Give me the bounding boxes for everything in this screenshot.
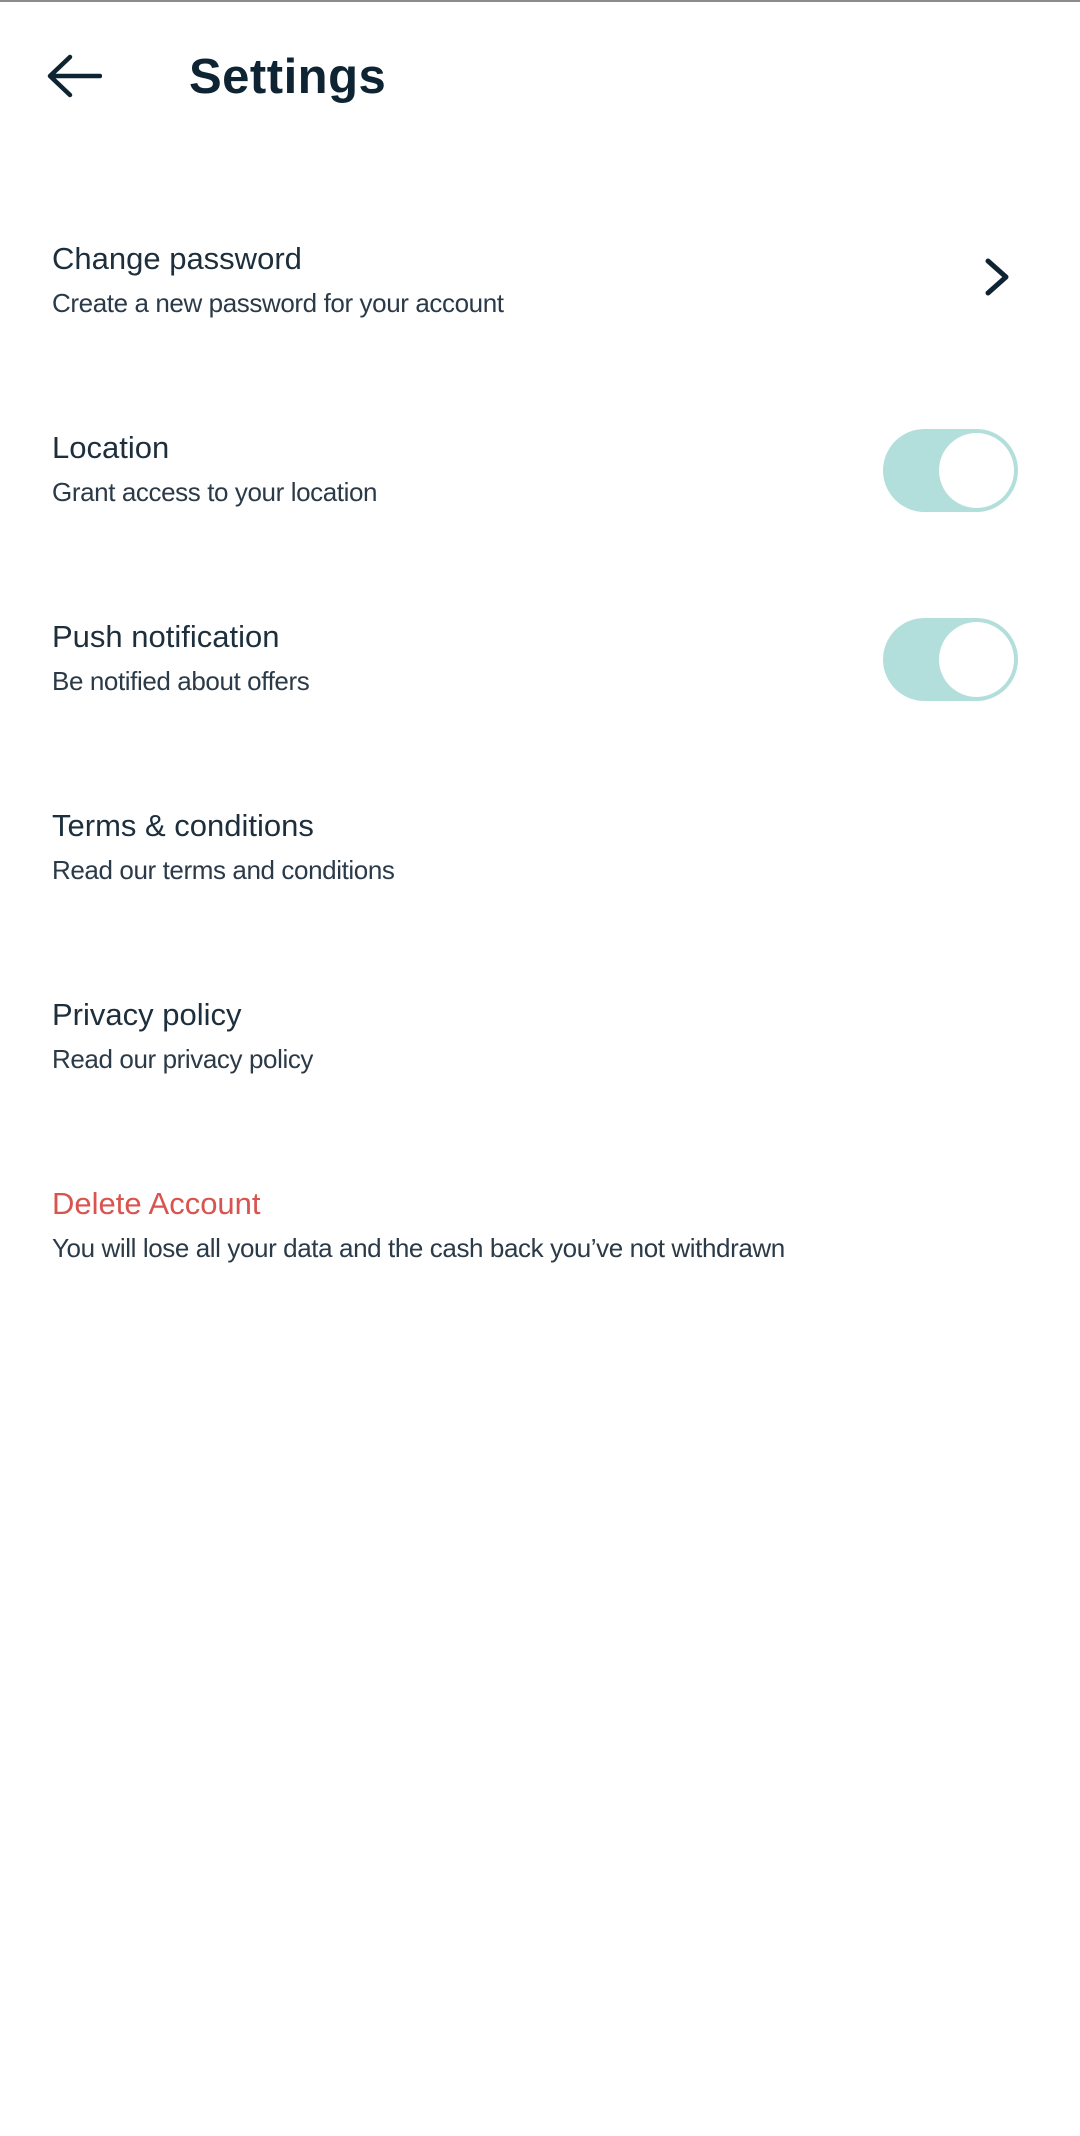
location-toggle[interactable] bbox=[883, 429, 1018, 512]
delete-account-title: Delete Account bbox=[52, 1186, 261, 1221]
terms-title: Terms & conditions bbox=[52, 808, 314, 843]
page-title: Settings bbox=[189, 50, 387, 104]
delete-account-item[interactable] bbox=[0, 1182, 1080, 1332]
location-item bbox=[0, 426, 1080, 576]
push-notification-subtitle: Be notified about offers bbox=[52, 666, 310, 696]
privacy-title: Privacy policy bbox=[52, 997, 242, 1032]
toggle-knob bbox=[939, 433, 1014, 508]
delete-account-subtitle: You will lose all your data and the cash back you’ve not withdrawn bbox=[52, 1233, 785, 1263]
location-title: Location bbox=[52, 430, 170, 465]
change-password-subtitle: Create a new password for your account bbox=[52, 288, 504, 318]
terms-item[interactable] bbox=[0, 804, 1080, 954]
location-subtitle: Grant access to your location bbox=[52, 477, 378, 507]
push-notification-title: Push notification bbox=[52, 619, 280, 654]
push-notification-item bbox=[0, 615, 1080, 765]
toggle-knob bbox=[939, 622, 1014, 697]
back-button[interactable] bbox=[36, 40, 112, 112]
terms-subtitle: Read our terms and conditions bbox=[52, 855, 395, 885]
push-notification-toggle[interactable] bbox=[883, 618, 1018, 701]
app-header bbox=[0, 0, 1080, 160]
change-password-item[interactable] bbox=[0, 237, 1080, 387]
privacy-item[interactable] bbox=[0, 993, 1080, 1143]
change-password-title: Change password bbox=[52, 241, 302, 276]
privacy-subtitle: Read our privacy policy bbox=[52, 1044, 314, 1074]
arrow-left-icon bbox=[46, 54, 102, 98]
chevron-right-icon[interactable] bbox=[976, 257, 1016, 297]
